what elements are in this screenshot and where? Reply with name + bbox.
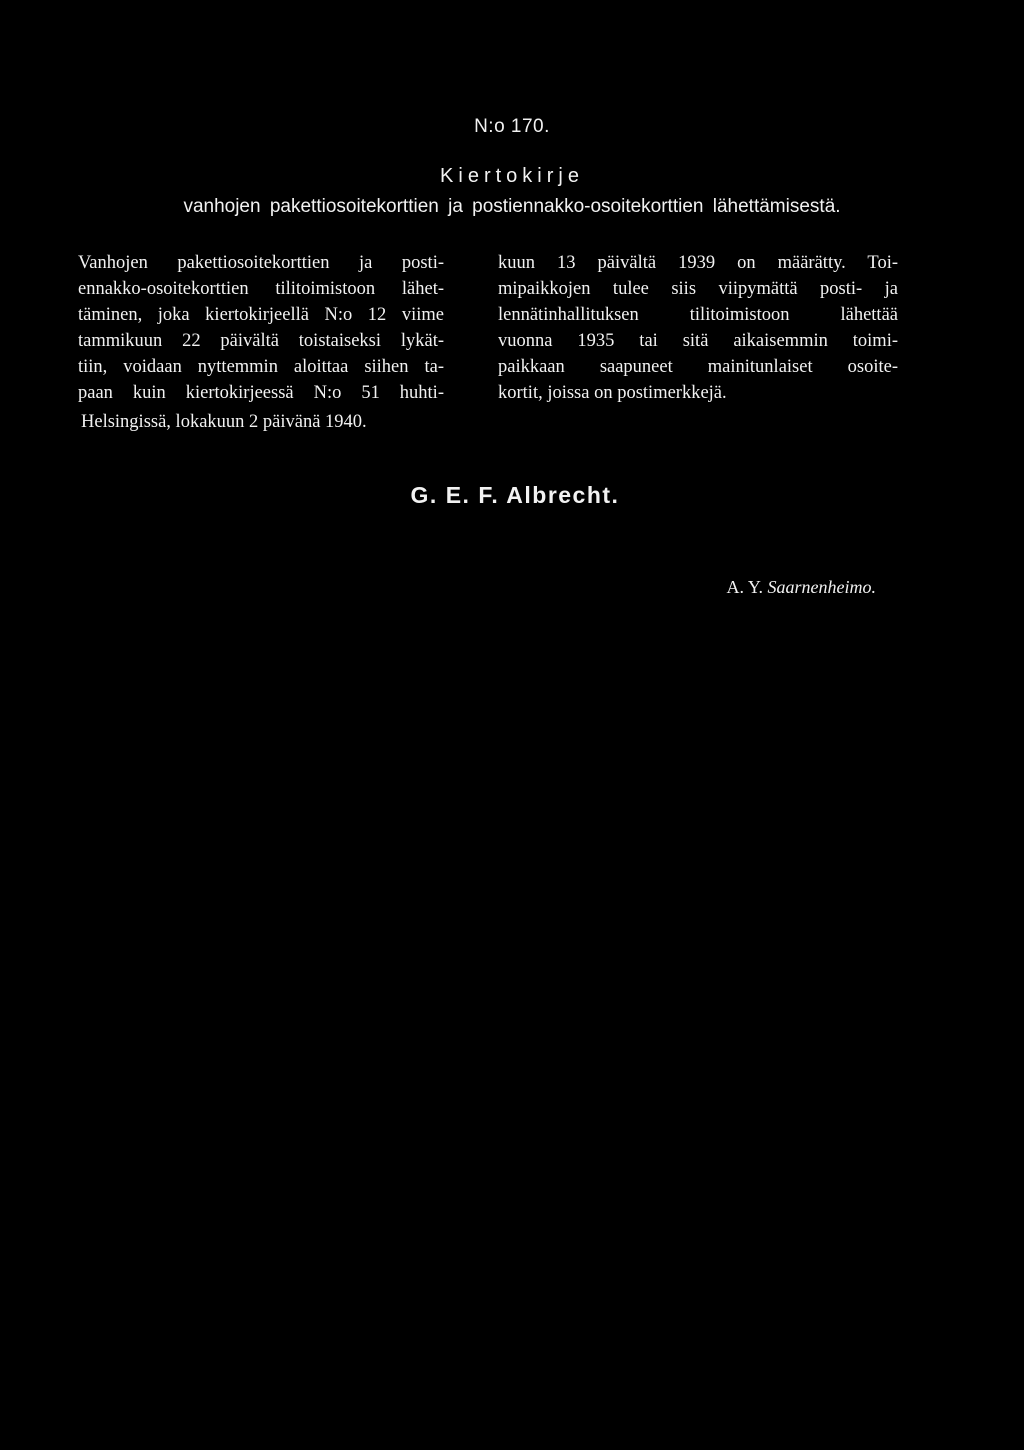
body-line: kuun 13 päivältä 1939 on määrätty. Toi- bbox=[498, 253, 898, 273]
document-number: N:o 170. bbox=[474, 116, 550, 137]
secondary-signature bbox=[727, 577, 877, 598]
body-line: paan kuin kiertokirjeessä N:o 51 huhti- bbox=[78, 383, 444, 403]
document-subtitle: vanhojen pakettiosoitekorttien ja postiennakko-osoitekorttien lähettämisestä. bbox=[183, 196, 841, 217]
body-line: mipaikkojen tulee siis viipymättä posti- ja bbox=[498, 279, 898, 299]
body-right-column bbox=[498, 250, 898, 406]
body-left-column bbox=[78, 250, 444, 406]
main-signature: G. E. F. Albrecht. bbox=[410, 482, 620, 508]
body-line: paikkaan saapuneet mainitunlaiset osoite- bbox=[498, 357, 898, 377]
secondary-signature-name: Saarnenheimo. bbox=[767, 577, 876, 597]
body-line: tammikuun 22 päivältä toistaiseksi lykät- bbox=[78, 331, 444, 351]
body-line: vuonna 1935 tai sitä aikaisemmin toimi- bbox=[498, 331, 898, 351]
body-line: lennätinhallituksen tilitoimistoon lähettää bbox=[498, 305, 898, 325]
body-line: tiin, voidaan nyttemmin aloittaa siihen ta- bbox=[78, 357, 444, 377]
body-line: Vanhojen pakettiosoitekorttien ja posti- bbox=[78, 253, 444, 273]
document-title: Kiertokirje bbox=[440, 165, 584, 187]
body-line: ennakko-osoitekorttien tilitoimistoon lähet- bbox=[78, 279, 444, 299]
place-date-line: Helsingissä, lokakuun 2 päivänä 1940. bbox=[81, 412, 367, 432]
body-line: täminen, joka kiertokirjeellä N:o 12 viime bbox=[78, 305, 444, 325]
secondary-signature-initials: A. Y. bbox=[726, 577, 764, 597]
body-line: kortit, joissa on postimerkkejä. bbox=[498, 383, 727, 403]
